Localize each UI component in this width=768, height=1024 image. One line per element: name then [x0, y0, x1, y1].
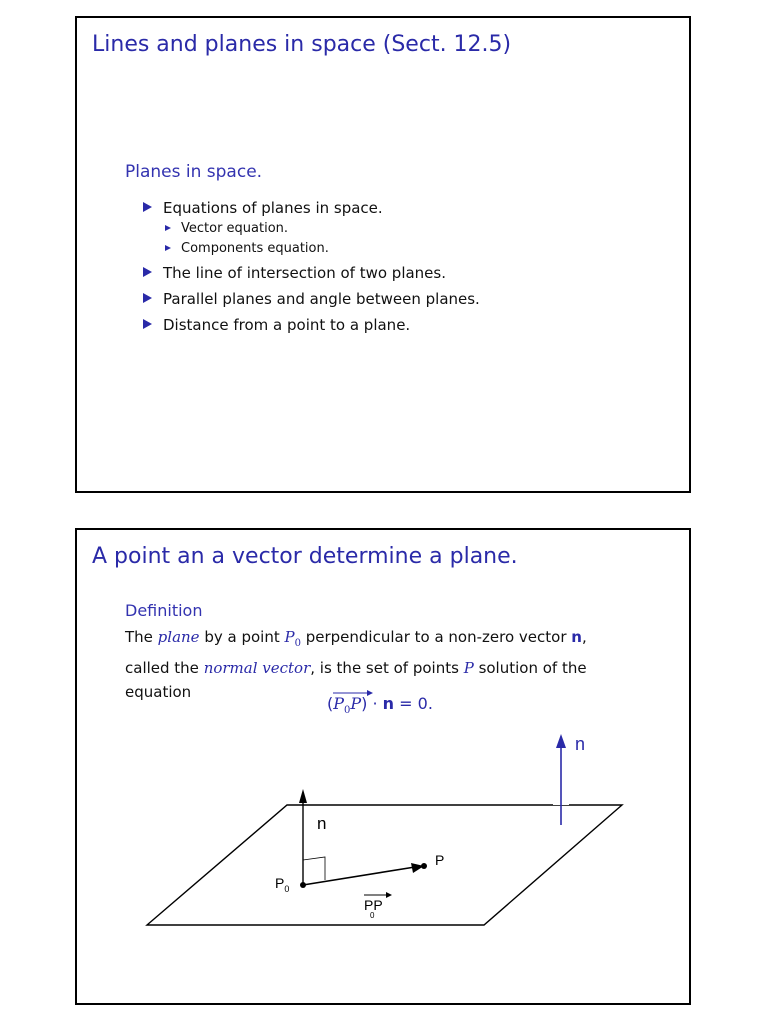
normal-vector-label: n	[575, 734, 586, 754]
point-p: P	[463, 659, 474, 677]
definition-body	[125, 625, 625, 704]
bullet-text: Parallel planes and angle between planes.	[163, 290, 480, 308]
equation-rhs: = 0.	[394, 694, 433, 713]
bullet-text: Equations of planes in space.	[163, 199, 383, 217]
point-p0-sub: 0	[294, 638, 301, 649]
slide-2-title: A point an a vector determine a plane.	[92, 544, 518, 569]
term-plane: plane	[157, 628, 200, 646]
local-normal-label: n	[317, 814, 327, 833]
equation-paren: (	[327, 694, 334, 713]
eq-p0-base: P	[333, 694, 345, 713]
definition-text: , is the set of points	[310, 659, 464, 677]
bullet-item	[143, 290, 480, 308]
equation-paren: )	[361, 694, 368, 713]
definition-heading: Definition	[125, 601, 203, 620]
vector-label-arrow-icon	[386, 892, 392, 898]
definition-text: called the	[125, 659, 204, 677]
vector-arrow-icon	[333, 690, 373, 696]
term-normal-vector: normal vector	[203, 659, 311, 677]
plane-shape	[147, 805, 622, 925]
definition-text: solution of the	[473, 659, 587, 677]
definition-text: by a point	[199, 628, 285, 646]
bullet-item	[143, 199, 480, 256]
slide-1	[75, 16, 691, 493]
bullet-item	[143, 316, 480, 334]
right-angle-marker	[303, 857, 325, 880]
bullet-text: The line of intersection of two planes.	[163, 264, 446, 282]
local-normal-arrowhead-icon	[299, 789, 307, 803]
eq-vector-n: n	[382, 694, 395, 713]
definition-text: equation	[125, 683, 192, 701]
definition-text: ,	[581, 628, 587, 646]
eq-p0-sub: 0	[344, 705, 351, 717]
diagram-p-label: P	[435, 852, 445, 868]
bullet-triangle-icon	[143, 293, 152, 303]
normal-vector-arrowhead-icon	[556, 734, 566, 748]
point-p0-base: P	[284, 628, 295, 646]
bullet-triangle-icon	[143, 319, 152, 329]
plane-diagram	[77, 710, 689, 1000]
slide-1-title: Lines and planes in space (Sect. 12.5)	[92, 32, 512, 57]
sub-bullet-item	[163, 221, 480, 236]
vector-n: n	[571, 628, 582, 646]
definition-text: The	[125, 628, 158, 646]
point-p0-dot	[300, 882, 306, 888]
eq-p: P	[350, 694, 362, 713]
section-heading: Planes in space.	[125, 162, 263, 182]
diagram-p0-label: $P_0$	[275, 875, 290, 894]
sub-bullet-list	[163, 221, 480, 256]
diagram-vector-label: PP	[364, 897, 383, 913]
bullet-triangle-icon	[165, 245, 171, 251]
diagram-vector-sub: 0	[370, 911, 375, 920]
bullet-item	[143, 264, 480, 282]
sub-bullet-text: Components equation.	[181, 241, 329, 256]
definition-text: perpendicular to a non-zero vector	[300, 628, 572, 646]
bullet-triangle-icon	[165, 225, 171, 231]
point-p0	[284, 628, 301, 649]
bullet-triangle-icon	[143, 267, 152, 277]
bullet-text: Distance from a point to a plane.	[163, 316, 411, 334]
bullet-triangle-icon	[143, 202, 152, 212]
point-p-dot	[421, 863, 427, 869]
sub-bullet-text: Vector equation.	[181, 221, 289, 236]
equation-dot: ·	[367, 694, 383, 713]
sub-bullet-item	[163, 241, 480, 256]
vector-p0p-line	[303, 867, 415, 885]
slide-2	[75, 528, 691, 1005]
bullet-list	[143, 199, 480, 342]
